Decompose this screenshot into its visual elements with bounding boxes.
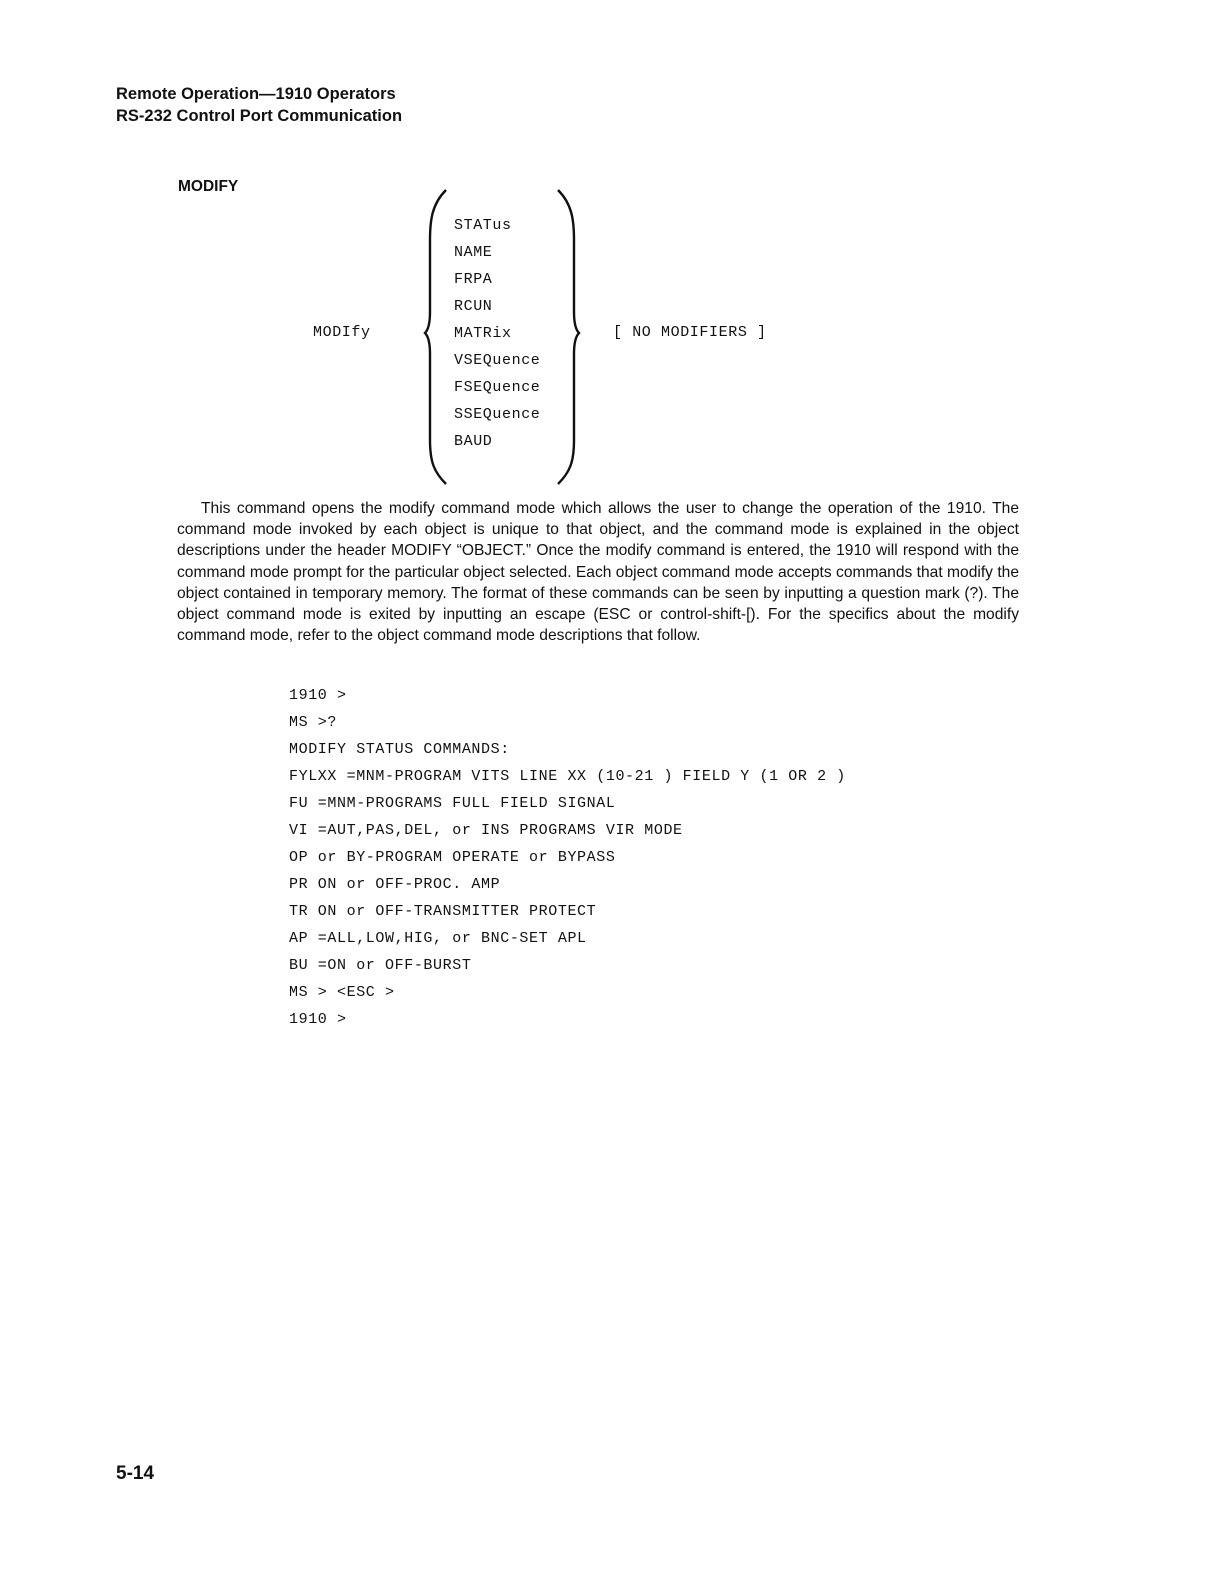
- session-line: MS > <ESC >: [289, 984, 395, 1001]
- session-line: OP or BY-PROGRAM OPERATE or BYPASS: [289, 849, 616, 866]
- object-item: FRPA: [454, 271, 493, 288]
- session-line: BU =ON or OFF-BURST: [289, 957, 472, 974]
- right-brace: [558, 190, 579, 484]
- object-item: VSEQuence: [454, 352, 541, 369]
- modifiers-note: [ NO MODIFIERS ]: [613, 324, 767, 341]
- left-brace: [425, 190, 446, 484]
- object-list: [454, 216, 540, 459]
- object-item: RCUN: [454, 298, 493, 315]
- object-item: SSEQuence: [454, 406, 541, 423]
- page-number: 5-14: [116, 1463, 155, 1484]
- session-line: 1910 >: [289, 1011, 347, 1028]
- session-line: VI =AUT,PAS,DEL, or INS PROGRAMS VIR MODE: [289, 822, 683, 839]
- syntax-command: MODIfy: [313, 324, 371, 341]
- header-line-1: Remote Operation—1910 Operators: [116, 85, 396, 103]
- terminal-session: [289, 686, 846, 1037]
- session-line: MODIFY STATUS COMMANDS:: [289, 741, 510, 758]
- session-line: TR ON or OFF-TRANSMITTER PROTECT: [289, 903, 597, 920]
- running-header: [116, 83, 402, 127]
- object-item: BAUD: [454, 433, 493, 450]
- session-line: FYLXX =MNM-PROGRAM VITS LINE XX (10-21 ) FIELD Y (1 OR 2 ): [289, 768, 846, 785]
- session-line: MS >?: [289, 714, 338, 731]
- object-item: MATRix: [454, 325, 512, 342]
- object-item: STATus: [454, 217, 512, 234]
- object-item: NAME: [454, 244, 493, 261]
- section-title: MODIFY: [178, 178, 239, 195]
- session-line: AP =ALL,LOW,HIG, or BNC-SET APL: [289, 930, 587, 947]
- session-line: PR ON or OFF-PROC. AMP: [289, 876, 501, 893]
- session-line: FU =MNM-PROGRAMS FULL FIELD SIGNAL: [289, 795, 616, 812]
- header-line-2: RS-232 Control Port Communication: [116, 107, 403, 125]
- object-item: FSEQuence: [454, 379, 541, 396]
- session-line: 1910 >: [289, 687, 347, 704]
- description-paragraph: This command opens the modify command mode which allows the user to change the operation of the 1910. The command mode invoked by each object is unique to that object, and the command mode is explained in the object descriptions under the header MODIFY “OBJECT.” Once the modify command is entered, the 1910 will respond with the command mode prompt for the particular object selected. Each object command mode accepts commands that modify the object contained in temporary memory. The format of these commands can be seen by inputting a question mark (?). The object command mode is exited by inputting an escape (ESC or control-shift-[). For the specifics about the modify command mode, refer to the object command mode descriptions that follow.: [177, 500, 1019, 645]
